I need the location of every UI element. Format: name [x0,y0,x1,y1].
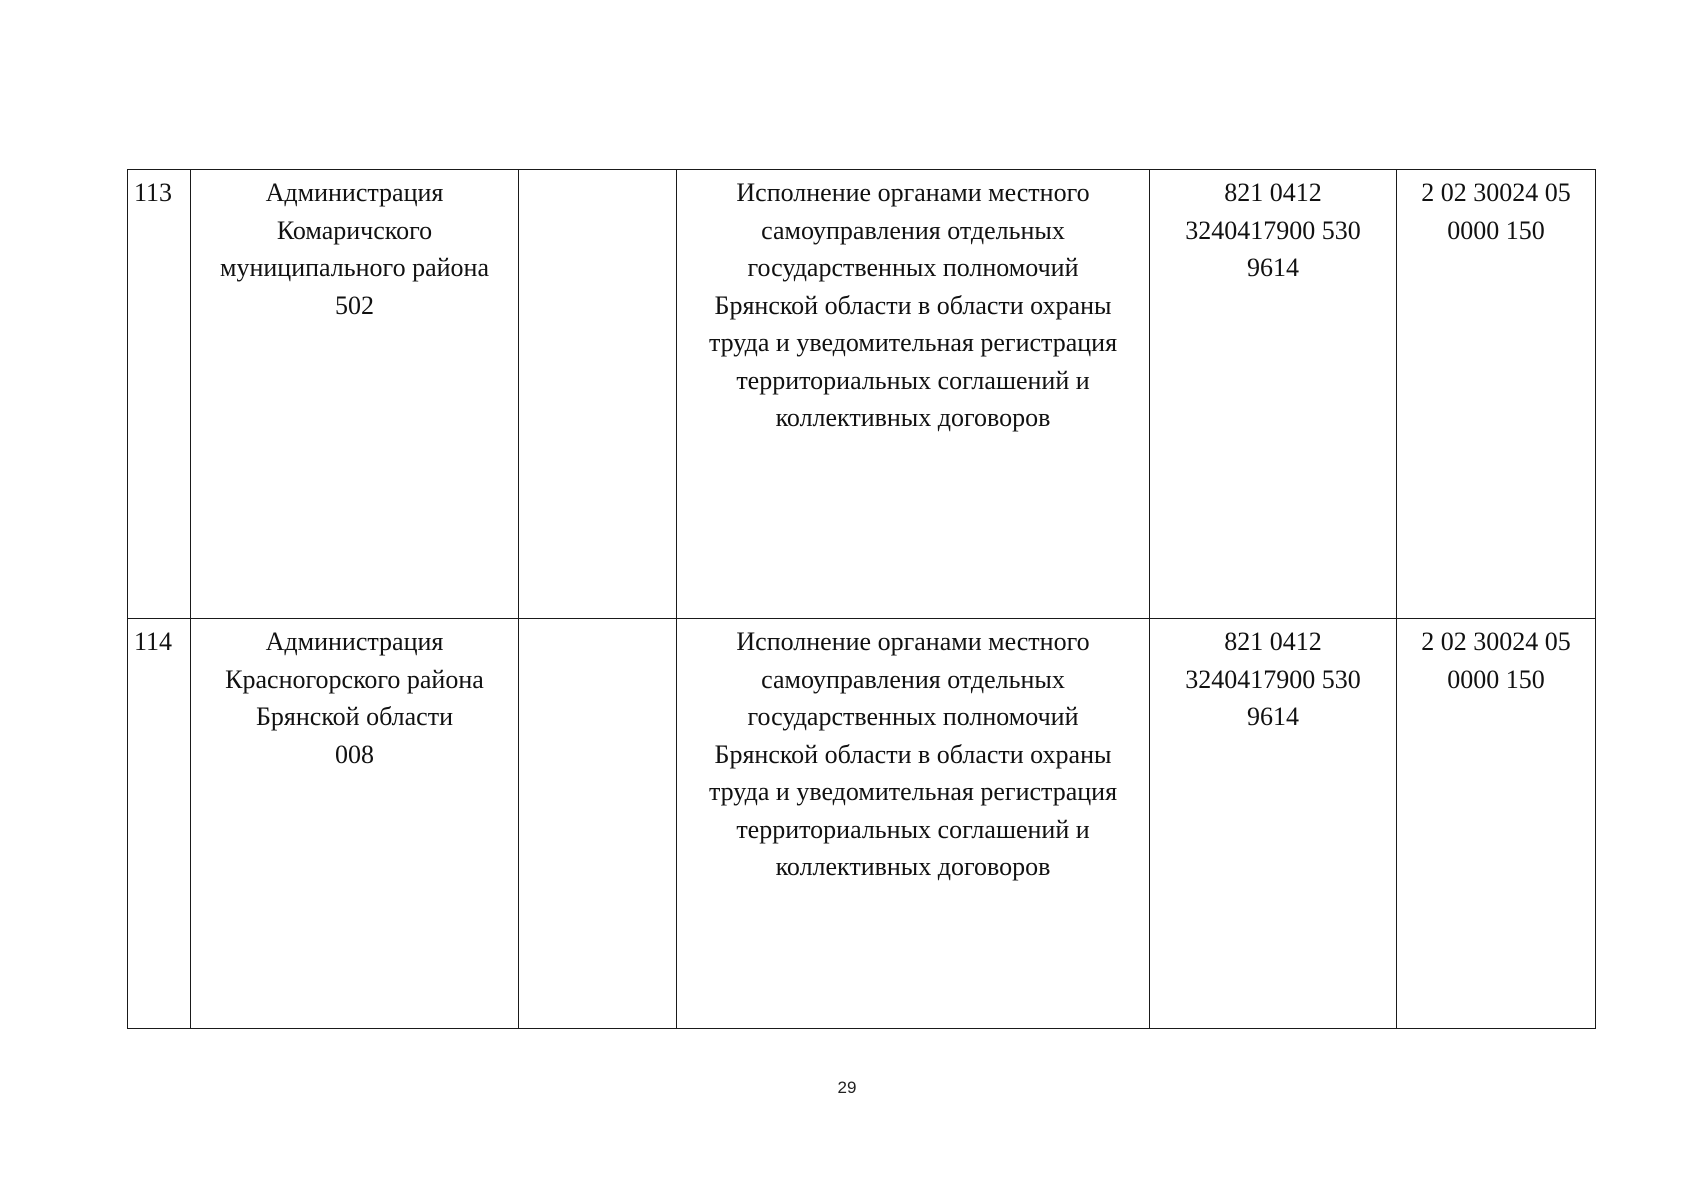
purpose-line: труда и уведомительная регистрация [708,328,1118,357]
income-code-cell [1397,170,1596,619]
row-number: 114 [134,627,173,656]
row-number-cell [128,619,191,1029]
income-code-line: 2 02 30024 05 [1421,627,1571,656]
budget-code-line: 821 0412 [1224,627,1322,656]
organization-line: Комаричского [276,215,433,245]
budget-code-line: 9614 [1247,702,1299,731]
purpose-line: коллективных договоров [775,403,1051,432]
organization-line: муниципального района [220,253,489,282]
income-code-cell [1397,619,1596,1029]
table-row [128,619,1596,1029]
purpose-line: Исполнение органами местного [736,178,1090,207]
organization-code: 502 [335,290,374,320]
budget-code-line: 9614 [1247,253,1299,282]
income-code-line: 0000 150 [1447,215,1545,245]
budget-code-cell [1150,619,1397,1029]
budget-code-line: 3240417900 530 [1185,664,1361,694]
income-code-line: 0000 150 [1447,664,1545,694]
purpose-line: самоуправления отдельных [761,215,1065,245]
purpose-line: коллективных договоров [775,852,1051,881]
purpose-line: Исполнение органами местного [736,627,1090,656]
budget-code-line: 821 0412 [1224,178,1322,207]
purpose-line: Брянской области в области охраны [714,290,1112,320]
organization-cell [191,619,519,1029]
purpose-line: государственных полномочий [747,253,1079,282]
budget-code-cell [1150,170,1397,619]
table-row [128,170,1596,619]
organization-code: 008 [335,739,374,769]
purpose-line: Брянской области в области охраны [714,739,1112,769]
purpose-cell [677,170,1150,619]
purpose-line: территориальных соглашений и [736,365,1090,395]
organization-line: Красногорского района [225,664,484,694]
organization-line: Администрация [265,627,444,656]
organization-line: Администрация [265,178,444,207]
empty-cell [519,619,677,1029]
budget-code-line: 3240417900 530 [1185,215,1361,245]
purpose-line: труда и уведомительная регистрация [708,777,1118,806]
purpose-line: государственных полномочий [747,702,1079,731]
income-code-line: 2 02 30024 05 [1421,178,1571,207]
purpose-line: самоуправления отдельных [761,664,1065,694]
row-number-cell [128,170,191,619]
budget-table [127,169,1596,1029]
organization-cell [191,170,519,619]
purpose-cell [677,619,1150,1029]
row-number: 113 [134,178,173,207]
empty-cell [519,170,677,619]
organization-line: Брянской области [256,702,453,731]
page-number: 29 [837,1078,857,1097]
purpose-line: территориальных соглашений и [736,814,1090,844]
